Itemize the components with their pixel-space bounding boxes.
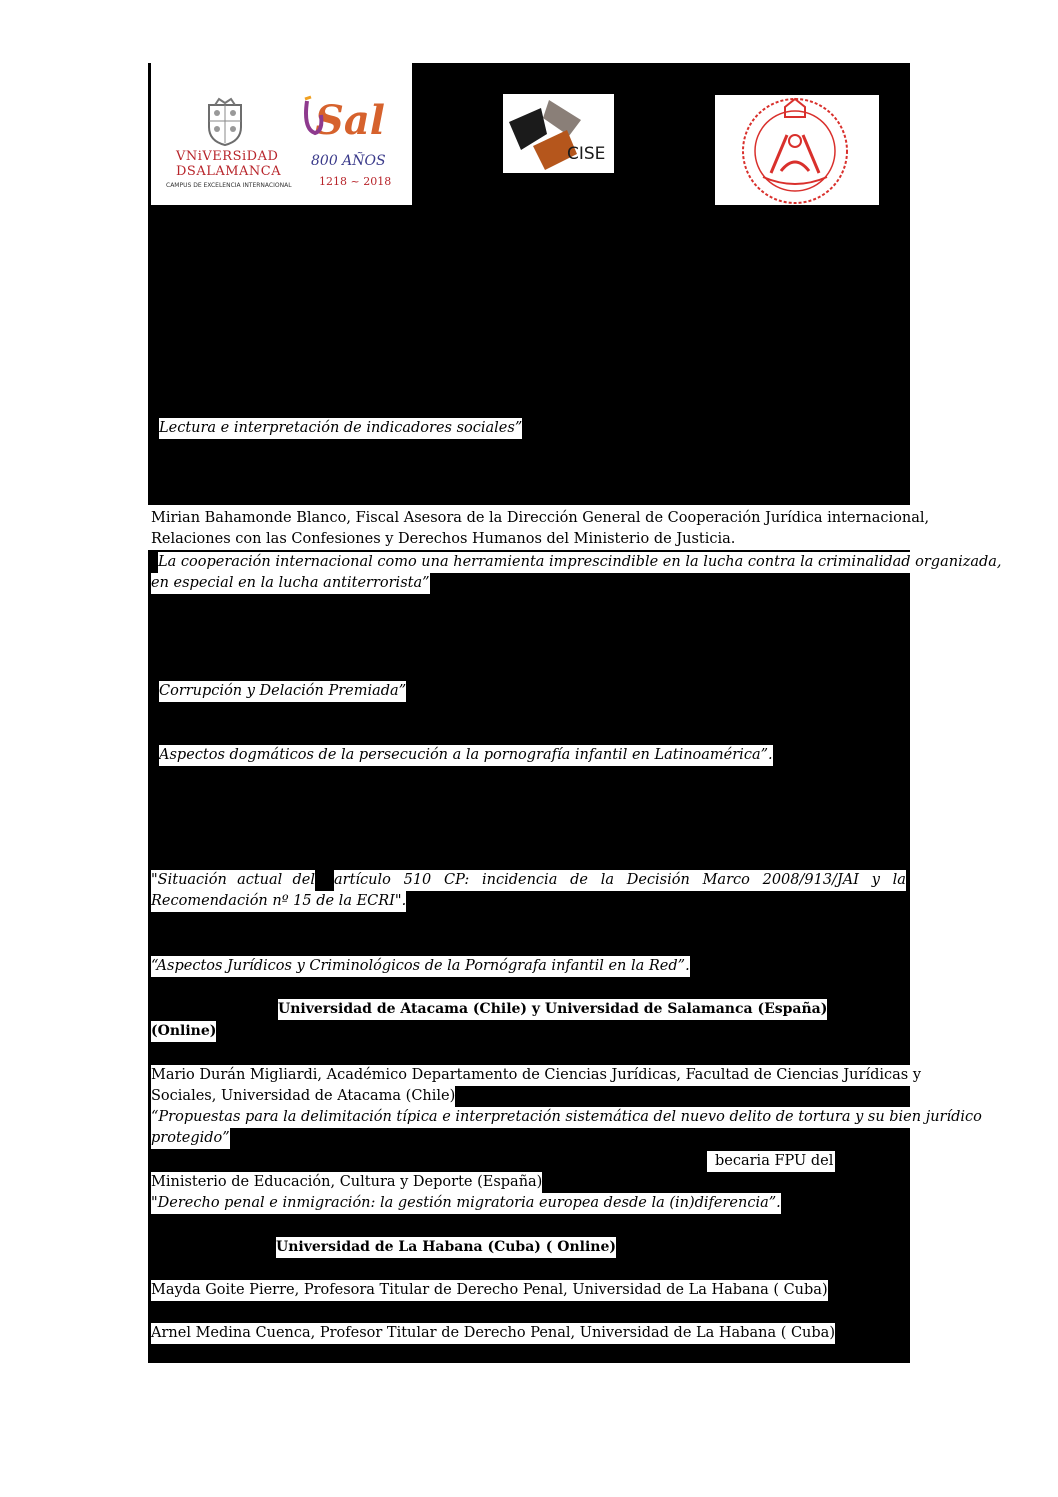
- speaker-bahamonde-line1: Mirian Bahamonde Blanco, Fiscal Asesora de la Dirección General de Cooperación Jurídica internacional,: [151, 510, 930, 526]
- cise-logo: [503, 94, 614, 173]
- word: y: [871, 872, 880, 888]
- usal-logo: [151, 63, 412, 205]
- word: Marco: [702, 872, 750, 888]
- usal-crest-icon: [205, 97, 245, 147]
- talk-title-torture-line1: “Propuestas para la delimitación típica e interpretación sistemática del nuevo delito de tortura y su bien jurídico: [151, 1107, 982, 1128]
- usal-campus-label: CAMPUS DE EXCELENCIA INTERNACIONAL: [166, 182, 292, 189]
- talk-title-torture-line2: protegido”: [151, 1128, 230, 1149]
- usal800-range: 1218 ~ 2018: [319, 175, 392, 188]
- word: 2008/913/JAI: [762, 872, 859, 888]
- speaker-medina: Arnel Medina Cuenca, Profesor Titular de Derecho Penal, Universidad de La Habana ( Cuba): [151, 1323, 835, 1344]
- talk-title-indicators: Lectura e interpretación de indicadores sociales”: [159, 418, 522, 439]
- talk-title-pornography-latam: Aspectos dogmáticos de la persecución a la pornografía infantil en Latinoamérica”.: [159, 745, 773, 766]
- word: incidencia: [482, 872, 558, 888]
- talk-title-article510-line1-end: [334, 870, 906, 891]
- talk-title-cooperation-line1: La cooperación internacional como una herramienta imprescindible en la lucha contra la criminalidad organizada,: [158, 552, 1002, 573]
- speaker-duran-line2: Sociales, Universidad de Atacama (Chile): [151, 1086, 455, 1107]
- speaker-bahamonde-line2: Relaciones con las Confesiones y Derechos Humanos del Ministerio de Justicia.: [151, 531, 736, 547]
- heading-habana: Universidad de La Habana (Cuba) ( Online): [276, 1237, 616, 1258]
- seal-emblem-icon: [715, 95, 879, 205]
- usal800-u-icon: [301, 95, 325, 139]
- seal-logo: [715, 95, 879, 205]
- word: CP:: [444, 872, 470, 888]
- talk-title-immigration: "Derecho penal e inmigración: la gestión migratoria europea desde la (in)diferencia”.: [151, 1193, 781, 1214]
- usal800-wordmark: Sal: [315, 97, 385, 144]
- usal-name-line2: DSALAMANCA: [176, 164, 282, 179]
- talk-title-article510-line1-start: [151, 870, 315, 891]
- talk-title-cooperation-line2: en especial en la lucha antiterrorista”: [151, 573, 430, 594]
- word: actual: [237, 872, 283, 888]
- mode-online: (Online): [151, 1021, 216, 1042]
- talk-title-pornography-network: “Aspectos Jurídicos y Criminológicos de la Pornógrafa infantil en la Red”.: [151, 956, 690, 977]
- word: la: [892, 872, 906, 888]
- word: "Situación: [151, 872, 227, 888]
- usal800-years: 800 AÑOS: [311, 153, 386, 169]
- word: artículo: [334, 872, 391, 888]
- talk-title-corruption: Corrupción y Delación Premiada”: [159, 681, 406, 702]
- word: la: [600, 872, 614, 888]
- word: Decisión: [626, 872, 690, 888]
- talk-title-article510-line2: Recomendación nº 15 de la ECRI".: [151, 891, 406, 912]
- ministry-education: Ministerio de Educación, Cultura y Deporte (España): [151, 1172, 542, 1193]
- cise-wordmark: CISE: [567, 144, 606, 164]
- word: de: [570, 872, 588, 888]
- heading-atacama-salamanca: Universidad de Atacama (Chile) y Universidad de Salamanca (España): [278, 999, 827, 1020]
- usal-name-line1: VNiVERSiDAD: [176, 149, 279, 164]
- fpu-fragment: becaria FPU del: [707, 1151, 835, 1172]
- speaker-duran-line1: Mario Durán Migliardi, Académico Departamento de Ciencias Jurídicas, Facultad de Ciencias Jurídicas y: [151, 1065, 921, 1086]
- word: 510: [403, 872, 432, 888]
- speaker-goite: Mayda Goite Pierre, Profesora Titular de Derecho Penal, Universidad de La Habana ( Cuba): [151, 1280, 828, 1301]
- word: del: [292, 872, 315, 888]
